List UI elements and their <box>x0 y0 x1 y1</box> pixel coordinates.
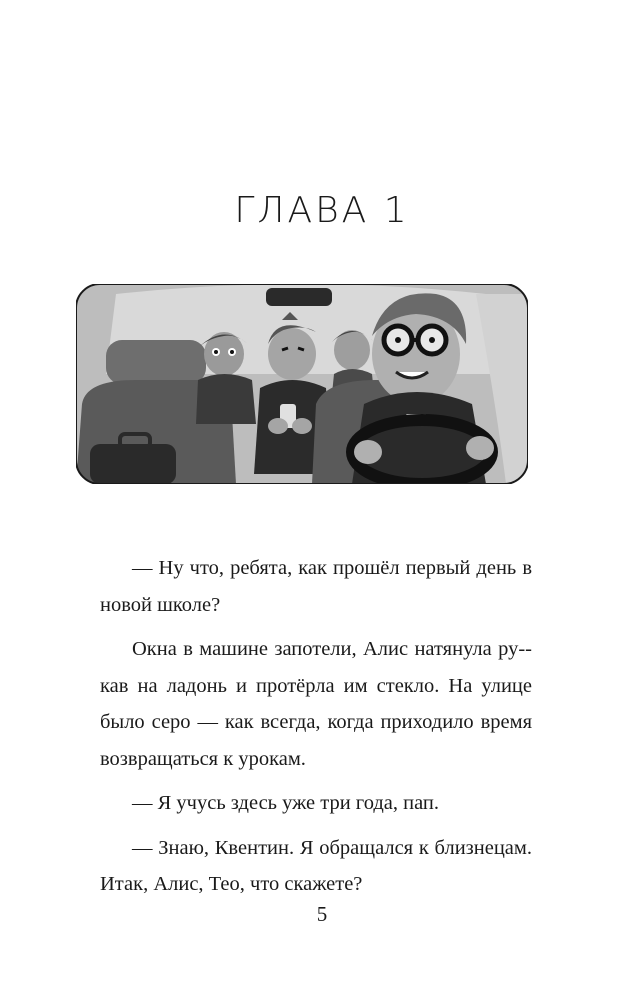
paragraph: — Я учусь здесь уже три года, пап. <box>132 792 440 814</box>
car-interior-illustration <box>76 284 528 484</box>
kid-middle-head <box>268 328 316 380</box>
chapter-title: ГЛАВА 1 <box>234 190 410 231</box>
rearview-mirror <box>266 288 332 306</box>
page-number: 5 <box>316 902 328 926</box>
paragraph: Окна в машине запотели, Алис натянула ру-кав на ладонь и протёрла им стекло. На улице было серо — как всегда, когда приходило время возвращаться к урокам. <box>100 638 532 770</box>
kid-left-head <box>204 332 244 376</box>
story-text <box>100 550 532 911</box>
paragraph: — Знаю, Квентин. Я обращался к близнецам. Итак, Алис, Тео, что скажете? <box>100 836 532 895</box>
paragraph: — Ну что, ребята, как прошёл первый день в новой школе? <box>100 557 532 616</box>
left-headrest <box>106 340 206 384</box>
